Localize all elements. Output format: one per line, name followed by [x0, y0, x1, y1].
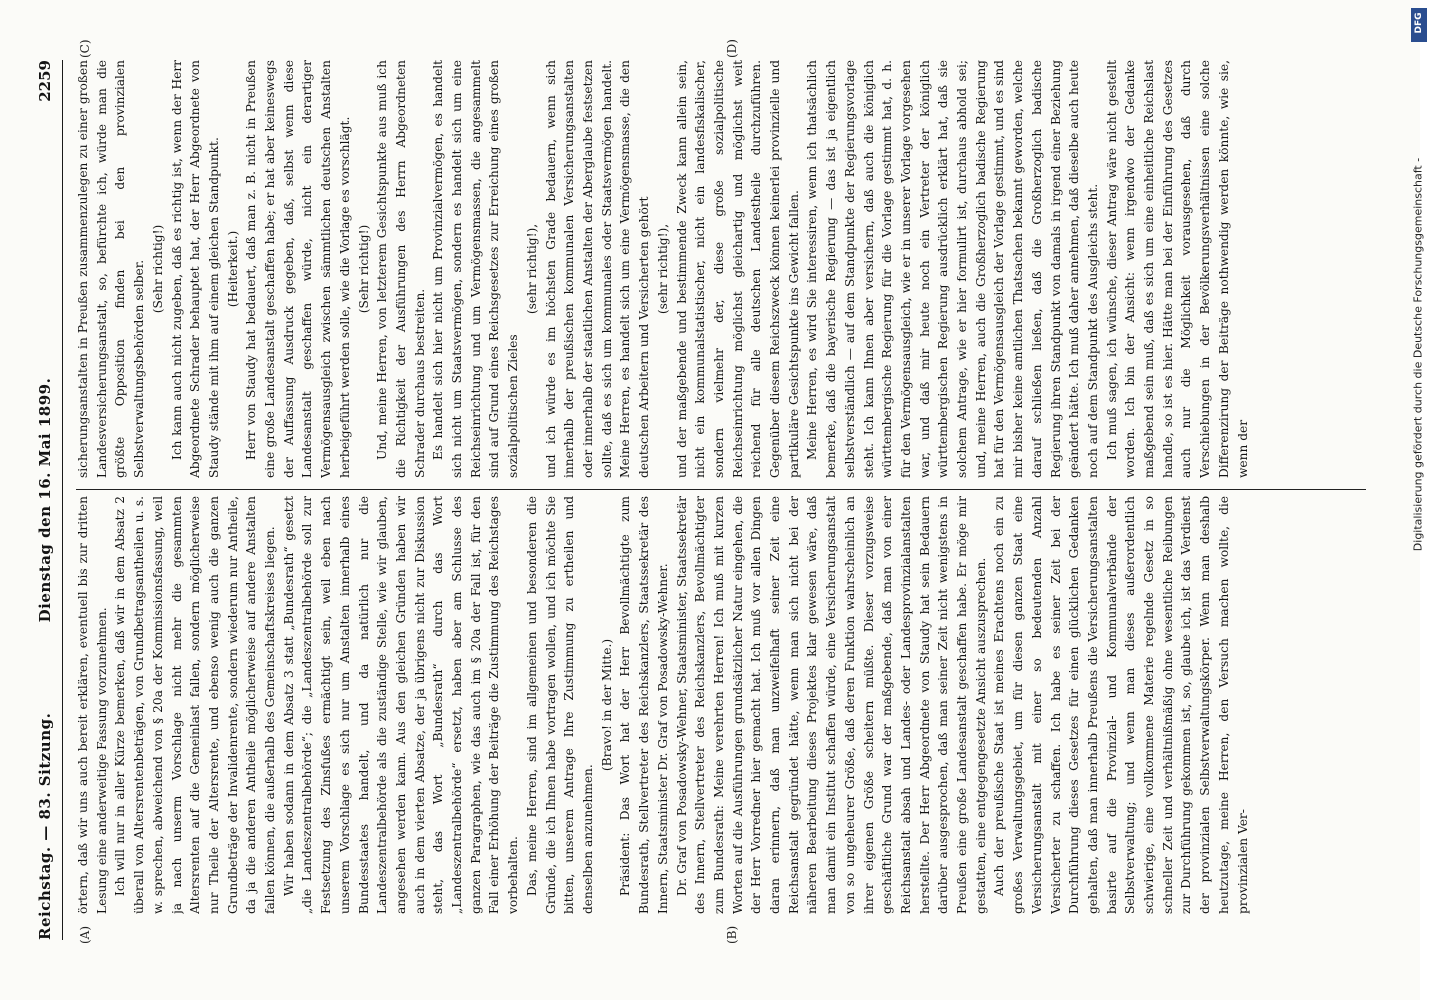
left-column [74, 496, 1364, 914]
paragraph: Wir haben sodann in dem Absatz 3 statt „Bundesrath“ gesetzt „die Landeszentralbehörde“; die „Landeszentralbehörde soll zur Festsetzung des Zinsfußes ermächtigt sein, weil eben nach unserem Vorschlage es sich nur um Anstalten innerhalb eines Bundesstaates handelt, und da natürlich nur die Landeszentralbehörde als die zuständige Stelle, wie wir glauben, angesehen werden kann. Aus den gleichen Gründen haben wir auch in dem vierten Absatze, der ja übrigens nicht zur Diskussion steht, das Wort „Bundesrath“ durch das Wort „Landeszentralbehörde“ ersetzt, haben aber am Schlusse des ganzen Paragraphen, wie das auch im § 20a der Fall ist, für den Fall einer Erhöhung der Beiträge die Zustimmung des Reichstages vorbehalten. [281, 496, 521, 914]
header-date: Dienstag den 16. Mai 1899. [36, 377, 54, 623]
margin-mark-b: (B) [725, 925, 739, 944]
paragraph: Herr von Staudy hat bedauert, daß man z. B. nicht in Preußen eine große Landesanstalt geschaffen habe; er hat aber keineswegs der Auffassung Ausdruck gegeben, daß, selbst wenn diese Landesanstalt geschaffen würde, nicht ein derartiger Vermögensausgleich zwischen sämmtlichen deutschen Anstalten herbeigeführt werden solle, wie die Vorlage es vorschlägt. [244, 60, 352, 478]
paragraph: Das, meine Herren, sind im allgemeinen und besonderen die Gründe, die ich Ihnen habe vortragen wollen, und ich möchte Sie bitten, unserem Antrage Ihre Zustimmung zu ertheilen und denselben anzunehmen. [524, 496, 595, 914]
interjection: (sehr richtig!), [524, 223, 539, 315]
paragraph: sicherungsanstalten in Preußen zusammenzulegen zu einer großen Landesversicherungsanstalt, so, befürchte ich, würde man die größte Opposition finden bei den provinzialen Selbstverwaltungsbehörden selber. [76, 60, 147, 478]
paragraph: Ich will nur in aller Kürze bemerken, daß wir in dem Absatz 2 überall von Altersrentenbeträgen, von Grundbetragsantheilen u. s. w. sprechen, abweichend von § 20a der Kommissionsfassung, weil ja nach unserm Vorschlage nicht mehr die gesammten Altersrenten auf die Gemeinlast fallen, sondern möglicherweise nur Theile der Altersrente, und ebenso wenig auch die ganzen Grundbeträge der Invalidenrente, sondern wiederum nur Antheile, da ja die anderen Antheile möglicherweise auf andere Anstalten fallen können, die außerhalb des Gemeinschaftskreises liegen. [113, 496, 278, 914]
interjection: (Bravo! in der Mitte.) [599, 638, 614, 772]
margin-mark-a: (A) [78, 925, 92, 944]
column-divider [76, 489, 1366, 490]
right-column [74, 60, 1364, 478]
paragraph: und der maßgebende und bestimmende Zweck kann allein sein, nicht ein kommunalstatistischer, nicht ein landesfiskalischer, sondern vielmehr der, diese große sozialpolitische Reichseinrichtung möglichst gleichartig und möglichst weit reichend für alle deutschen Landestheile durchzuführen. Gegenüber diesem Reichszweck können keinerlei provinzielle und partikuläre Gesichtspunkte ins Gewicht fallen. [674, 60, 801, 478]
credit-text: Digitalisierung gefördert durch die Deutsche Forschungsgemeinschaft - [1411, 157, 1425, 552]
digitization-credit [1408, 8, 1430, 992]
paragraph: Ich kann auch nicht zugeben, daß es richtig ist, wenn der Herr Abgeordnete Schrader behauptet hat, der Herr Abgeordnete von Staudy stände mit ihm auf einem gleichen Standpunkt. [169, 60, 221, 478]
paragraph: Auch der preußische Staat ist meines Erachtens noch ein zu großes Verwaltungsgebiet, um für diesen ganzen Staat eine Versicherungsanstalt mit einer so bedeutenden Anzahl Versicherter zu schaffen. Ich habe es seiner Zeit bei der Durchführung dieses Gesetzes für einen glücklichen Gedanken gehalten, daß man innerhalb Preußens die Versicherungsanstalten basirte auf die Provinzial- und Kommunalverbände der Selbstverwaltung; und wenn man dieses außerordentlich schwierige, eine vollkommene Materie regelnde Gesetz in so schneller Zeit und verhältnißmäßig ohne wesentliche Reibungen zur Durchführung gekommen ist, so, glaube ich, ist das Verdienst der provinzialen Selbstverwaltungskörper. Wenn man deshalb heutzutage, meine Herren, den Versuch machen wollte, die provinzialen Ver- [992, 496, 1250, 914]
paragraph: örtern, daß wir uns auch bereit erklären, eventuell bis zur dritten Lesung eine anderweitige Fassung vorzunehmen. [76, 496, 109, 914]
speaker-announcement: Präsident: Das Wort hat der Herr Bevollmächtigte zum Bundesrath, Stellvertreter des Reichskanzlers, Staatssekretär des Innern, Staatsminister Dr. Graf von Posadowsky-Wehner. [618, 496, 670, 914]
page-header [28, 60, 63, 940]
paragraph: Meine Herren, es wird Sie interessiren, wenn ich thatsächlich bemerke, daß die bayerische Regierung — das ist ja eigentlich selbstverständlich — auf dem Standpunkte der Regierungsvorlage steht. Ich kann Ihnen aber versichern, daß auch die königlich württembergische Regierung für die Vorlage gestimmt hat, d. h. für den Vermögensausgleich, wie er in unserer Vorlage vorgesehen war, und daß mir heute noch ein Vertreter der königlich württembergischen Regierung ausdrücklich erklärt hat, daß sie solchem Antrage, wie er hier formulirt ist, durchaus abhold sei; und, meine Herren, auch die Großherzoglich badische Regierung hat für den Vermögensausgleich der Vorlage gestimmt, und es sind mir bisher keine amtlichen Thatsachen bekannt geworden, welche darauf schließen ließen, daß die Großherzoglich badische Regierung ihren Standpunkt von damals in irgend einer Beziehung geändert hätte. Ich muß daher annehmen, daß dieselbe auch heute noch auf dem Standpunkt des Ausgleichs steht. [805, 60, 1100, 478]
interjection: (Sehr richtig!) [150, 224, 165, 314]
paragraph: Ich muß sagen, ich wünsche, dieser Antrag wäre nicht gestellt worden. Ich bin der Ansicht: wenn irgendwo der Gedanke maßgebend sein muß, daß es sich um eine einheitliche Reichslast handle, so ist es hier. Hätte man bei der Einführung des Gesetzes auch nur die Möglichkeit vorausgesehen, daß durch Verschiebungen in der Bevölkerungsverhältnissen eine solche Differenzirung der Beiträge nothwendig werden könnte, wie sie, wenn der [1104, 60, 1250, 478]
dfg-logo-text: DFG [1414, 12, 1424, 34]
margin-mark-d: (D) [725, 39, 739, 58]
margin-mark-c: (C) [78, 39, 92, 58]
paragraph: Es handelt sich hier nicht um Provinzialvermögen, es handelt sich nicht um Staatsvermögen, sondern es handelt sich um eine Reichseinrichtung und um Vermögensmassen, die angesammelt sind auf Grund eines Reichsgesetzes zur Erreichung eines großen sozialpolitischen Zieles [431, 60, 521, 478]
header-session: Reichstag. — 83. Sitzung. [36, 712, 54, 940]
interjection: (Sehr richtig!) [356, 224, 371, 314]
paragraph: Und, meine Herren, von letzterem Gesichtspunkte aus muß ich die Richtigkeit der Ausführungen des Herrn Abgeordneten Schrader durchaus bestreiten. [375, 60, 427, 478]
interjection: (Heiterkeit.) [225, 230, 240, 308]
interjection: (sehr richtig!), [655, 223, 670, 315]
page-number: 2259 [36, 60, 54, 102]
paragraph: und ich würde es im höchsten Grade bedauern, wenn sich innerhalb der preußischen kommunalen Versicherungsanstalten oder innerhalb der staatlichen Anstalten der Aberglaube festsetzen sollte, daß es sich um kommunales oder Staatsvermögen handelt. Meine Herren, es handelt sich um eine Vermögensmasse, die den deutschen Arbeitern und Versicherten gehört [543, 60, 652, 478]
paragraph: Dr. Graf von Posadowsky-Wehner, Staatsminister, Staatssekretär des Innern, Stellvertreter des Reichskanzlers, Bevollmächtigter zum Bundesrath: Meine verehrten Herren! Ich muß mit kurzen Worten auf die Ausführungen grundsätzlicher Natur eingehen, die der Herr Vorredner hier gemacht hat. Ich muß vor allen Dingen daran erinnern, daß man unzweifelhaft seiner Zeit eine Reichsanstalt gegründet hätte, wenn man sich nicht bei der näheren Bearbeitung dieses Projektes klar gewesen wäre, daß man damit ein Institut schaffen würde, eine Versicherungsanstalt von so ungeheurer Größe, daß deren Funktion wahrscheinlich an ihrer eigenen Größe scheitern müßte. Dieser vorzugsweise geschäftliche Grund war der maßgebende, daß man von einer Reichsanstalt absah und Landes- oder Landesprovinzialanstalten herstellte. Der Herr Abgeordnete von Staudy hat sein Bedauern darüber ausgesprochen, daß man seiner Zeit nicht wenigstens in Preußen eine große Landesanstalt geschaffen habe. Er möge mir gestatten, eine entgegengesetzte Ansicht auszusprechen. [674, 496, 988, 914]
